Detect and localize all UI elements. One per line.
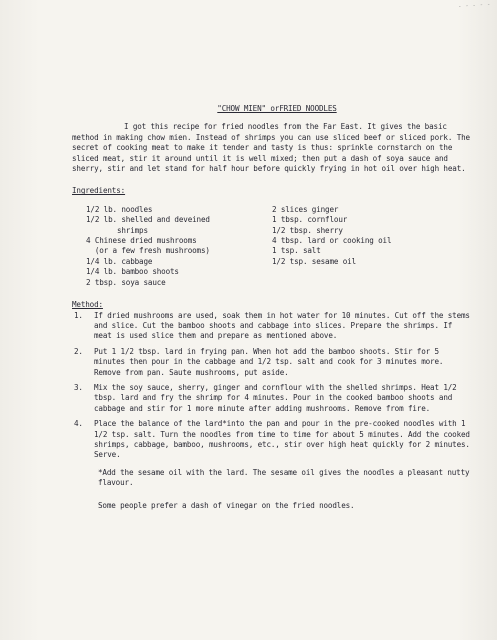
ingredient-item: 1/4 lb. cabbage: [86, 256, 153, 266]
ingredients-list: [72, 205, 472, 288]
recipe-title: "CHOW MIEN" orFRIED NOODLES: [217, 104, 337, 113]
ingredient-item: 1 tbsp. cornflour: [272, 215, 348, 225]
ingredient-item: 1 tsp. salt: [272, 246, 321, 256]
step-text: Put 1 1/2 tbsp. lard in frying pan. When hot add the bamboo shoots. Stir for 5 minutes then pour in the cabbage and 1/2 tsp. salt and cook for 3 minutes more. Remove from pan. Saute mushrooms, put aside.: [94, 346, 444, 377]
ingredients-column-left: [72, 205, 258, 288]
method-heading: Method:: [72, 300, 103, 310]
ingredient-item: 2 tbsp. soya sauce: [86, 277, 166, 287]
method-steps: [72, 311, 472, 461]
step-number: 4.: [74, 419, 83, 429]
ingredient-item: 1/2 lb. shelled and deveined shrimps: [86, 215, 210, 235]
intro-paragraph: I got this recipe for fried noodles from the Far East. It gives the basic method in making chow mien. Instead of shrimps you can use sliced beef or sliced pork. The secret of cooking meat to make it tender and tasty is thus: sprinkle cornstarch on the sliced meat, stir it around until it is well mixed; then put a dash of soya sauce and sherry, stir and let stand for half hour before quickly frying in hot oil over high heat.: [72, 122, 470, 174]
ingredient-item: 4 Chinese dried mushrooms (or a few fresh mushrooms): [86, 236, 210, 256]
method-step: [72, 419, 472, 461]
method-step: [72, 347, 472, 378]
method-step: [72, 311, 472, 342]
closing-line: Some people prefer a dash of vinegar on the fried noodles.: [98, 500, 355, 510]
step-text: If dried mushrooms are used, soak them in hot water for 10 minutes. Cut off the stems and slice. Cut the bamboo shoots and cabbage into slices. Prepare the shrimps. If meat is used slice them and prepare as mentioned above.: [94, 310, 470, 341]
footnote: *Add the sesame oil with the lard. The sesame oil gives the noodles a pleasant nutty flavour.: [98, 467, 470, 488]
method-step: [72, 383, 472, 414]
step-number: 2.: [74, 346, 83, 356]
step-text: Place the balance of the lard*into the pan and pour in the pre-cooked noodles with 1 1/2 tsp. salt. Turn the noodles from time to time for about 5 minutes. Add the cooked shrimps, cabbage, bamboo, mushrooms, etc., stir over high heat quickly for 2 minutes. Serve.: [94, 419, 470, 460]
ingredient-item: 1/2 tbsp. sherry: [272, 225, 343, 235]
step-number: 3.: [74, 382, 83, 392]
ingredient-item: 1/2 lb. noodles: [86, 204, 153, 214]
step-text: Mix the soy sauce, sherry, ginger and cornflour with the shelled shrimps. Heat 1/2 tbsp. lard and fry the shrimp for 4 minutes. Pour in the cooked bamboo shoots and cabbage and stir for 1 more minute after adding mushrooms. Remove from fire.: [94, 382, 457, 413]
ingredient-item: 4 tbsp. lard or cooking oil: [272, 236, 392, 246]
ingredients-heading: Ingredients:: [72, 186, 126, 196]
corner-handwritten-note: - - - - -: [458, 0, 492, 11]
step-number: 1.: [74, 310, 83, 320]
ingredient-item: 1/4 lb. bamboo shoots: [86, 267, 179, 277]
recipe-document: [72, 100, 472, 511]
ingredient-item: 2 slices ginger: [272, 204, 339, 214]
ingredients-column-right: [258, 205, 472, 288]
ingredient-item: 1/2 tsp. sesame oil: [272, 256, 357, 266]
